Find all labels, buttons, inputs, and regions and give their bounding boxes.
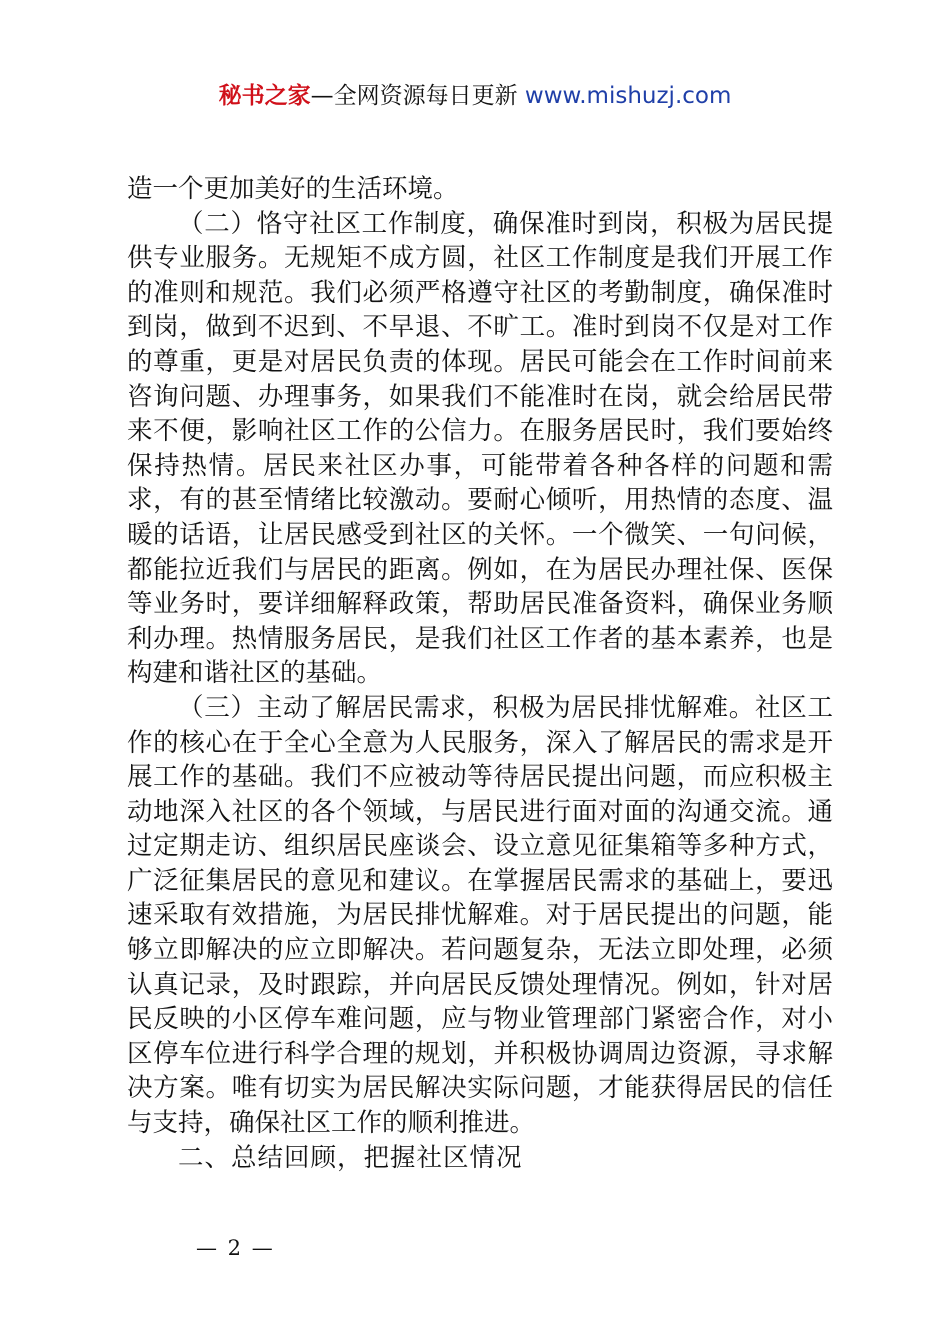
section-heading: 二、总结回顾，把握社区情况 <box>178 1142 523 1173</box>
site-header <box>0 80 950 112</box>
paragraph-continuation: 造一个更加美好的生活环境。 <box>127 174 459 204</box>
page-number: — 2 — <box>196 1236 275 1260</box>
paragraph-section-3: （三）主动了解居民需求，积极为居民排忧解难。社区工作的核心在于全心全意为人民服务，深入了解居民的需求是开展工作的基础。我们不应被动等待居民提出问题，而应积极主动地深入社区的各个领域，与居民进行面对面的沟通交流。通过定期走访、组织居民座谈会、设立意见征集箱等多种方式，广泛征集居民的意见和建议。在掌握居民需求的基础上，要迅速采取有效措施，为居民排忧解难。对于居民提出的问题，能够立即解决的应立即解决。若问题复杂，无法立即处理，必须认真记录，及时跟踪，并向居民反馈处理情况。例如，针对居民反映的小区停车难问题，应与物业管理部门紧密合作，对小区停车位进行科学合理的规划，并积极协调周边资源，寻求解决方案。唯有切实为居民解决实际问题，才能获得居民的信任与支持，确保社区工作的顺利推进。 <box>127 692 833 1139</box>
site-brand: 秘书之家 <box>218 83 311 109</box>
paragraph-section-2: （二）恪守社区工作制度，确保准时到岗，积极为居民提供专业服务。无规矩不成方圆，社区工作制度是我们开展工作的准则和规范。我们必须严格遵守社区的考勤制度，确保准时到岗，做到不迟到、不早退、不旷工。准时到岗不仅是对工作的尊重，更是对居民负责的体现。居民可能会在工作时间前来咨询问题、办理事务，如果我们不能准时在岗，就会给居民带来不便，影响社区工作的公信力。在服务居民时，我们要始终保持热情。居民来社区办事，可能带着各种各样的问题和需求，有的甚至情绪比较激动。要耐心倾听，用热情的态度、温暖的话语，让居民感受到社区的关怀。一个微笑、一句问候，都能拉近我们与居民的距离。例如，在为居民办理社保、医保等业务时，要详细解释政策，帮助居民准备资料，确保业务顺利办理。热情服务居民，是我们社区工作者的基本素养，也是构建和谐社区的基础。 <box>127 208 833 689</box>
document-body <box>127 172 833 1175</box>
site-slogan: —全网资源每日更新 <box>310 83 525 109</box>
site-url-link[interactable]: www.mishuzj.com <box>524 83 732 109</box>
